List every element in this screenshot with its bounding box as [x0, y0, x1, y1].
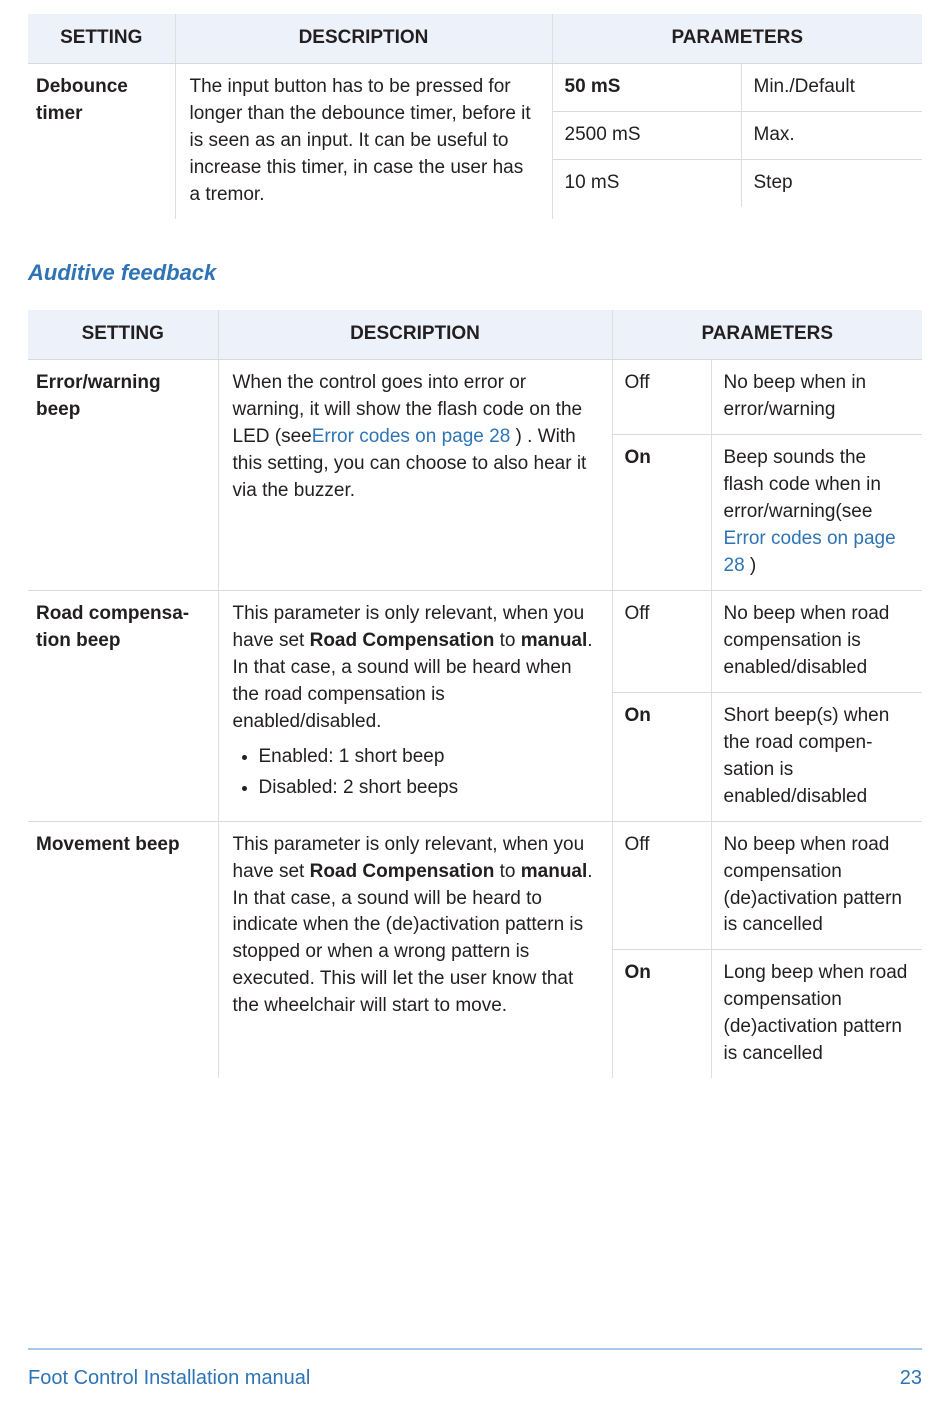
parameter-value: On — [624, 962, 651, 984]
table1-header-setting: SETTING — [28, 14, 175, 63]
description-bold-segment: manual — [520, 629, 588, 651]
label-segment: Beep sounds the flash code when in error/warning(see — [723, 446, 881, 522]
setting-description — [218, 821, 612, 1078]
parameter-label: No beep when road compensation (de)activation pattern is cancelled — [711, 822, 923, 950]
parameter-value: Off — [624, 602, 650, 624]
table-row — [28, 63, 922, 218]
parameter-row — [553, 159, 923, 207]
setting-name: Debounce timer — [36, 75, 128, 124]
label-segment: ) — [744, 554, 757, 576]
setting-name: Movement beep — [28, 821, 218, 1078]
parameter-value: 50 mS — [564, 75, 621, 97]
description-segment: When the control goes into error or warning, it will show the flash code on the LED (see — [232, 372, 583, 447]
parameter-value: On — [624, 446, 651, 468]
parameter-label: Long beep when road compensation (de)activation pattern is cancelled — [711, 950, 923, 1078]
parameter-label: No beep when in error/warning — [711, 360, 923, 434]
bullet-item: • Disabled: 2 short beeps — [259, 775, 598, 802]
parameter-label: Min./Default — [741, 64, 923, 111]
setting-name: Road compensation beep — [28, 590, 218, 821]
parameter-row — [613, 692, 923, 821]
parameter-row — [613, 822, 923, 950]
auditive-feedback-table — [28, 310, 922, 1078]
table1-header-description: DESCRIPTION — [175, 14, 552, 63]
bullet-item: • Enabled: 1 short beep — [259, 744, 598, 771]
parameter-label: No beep when road compensation is enabled/disabled — [711, 591, 923, 692]
description-segment: This parameter is only relevant, when you have set — [232, 602, 585, 651]
description-text: The input button has to be pressed for longer than the debounce timer, before it is seen as an input. It can be useful to increase this timer, in case the user has a tremor. — [189, 75, 531, 205]
parameter-row — [613, 434, 923, 590]
table-row — [28, 360, 922, 591]
table-row — [28, 590, 922, 821]
parameter-row — [613, 591, 923, 692]
description-text — [233, 370, 598, 505]
description-bullet-list — [233, 744, 598, 802]
parameter-row — [613, 949, 923, 1078]
parameters-cell — [612, 360, 922, 591]
table1-header-parameters: PARAMETERS — [552, 14, 922, 63]
parameters-cell — [612, 590, 922, 821]
error-codes-link[interactable]: Error codes on page 28 — [311, 425, 511, 447]
table-row — [28, 821, 922, 1078]
description-segment: . In that case, a sound will be heard to indicate when the (de)activation pattern is stopped or when a wrong pattern is executed. This will let the user know that the wheelchair will start to move. — [232, 860, 593, 1017]
description-segment: This parameter is only relevant, when you have set — [232, 833, 585, 882]
table2-header-parameters: PARAMETERS — [612, 310, 922, 359]
description-segment: to — [494, 629, 521, 651]
parameter-row — [553, 111, 923, 159]
table2-header-setting: SETTING — [28, 310, 218, 359]
table2-header-row — [28, 310, 922, 359]
footer — [28, 1348, 922, 1392]
parameter-value: Off — [624, 372, 650, 394]
debounce-settings-table — [28, 14, 922, 219]
parameter-label: Short beep(s) when the road compensation is enabled/disabled — [711, 693, 923, 821]
setting-name: Error/warning beep — [36, 372, 161, 420]
page-number: 23 — [899, 1367, 922, 1389]
error-codes-link[interactable]: Error codes on page 28 — [723, 527, 896, 576]
description-bold-segment: manual — [520, 860, 588, 882]
parameter-value: Off — [624, 833, 650, 855]
description-bold-segment: Road Compensation — [309, 629, 495, 651]
parameter-label: Step — [741, 160, 923, 207]
parameter-value: 10 mS — [564, 171, 620, 193]
description-text — [233, 601, 598, 736]
table1-header-row — [28, 14, 922, 63]
section-heading: Auditive feedback — [28, 259, 217, 285]
description-bold-segment: Road Compensation — [309, 860, 495, 882]
parameter-label — [711, 435, 923, 590]
description-segment: . In that case, a sound will be heard when the road compensation is enabled/disabled. — [232, 629, 593, 732]
setting-description — [175, 63, 552, 218]
parameter-row — [613, 360, 923, 434]
parameters-cell — [552, 63, 922, 218]
description-text — [233, 832, 598, 1021]
parameter-row — [553, 64, 923, 111]
parameter-value: On — [624, 704, 651, 726]
parameters-cell — [612, 821, 922, 1078]
parameter-label: Max. — [741, 112, 923, 159]
setting-description — [218, 590, 612, 821]
setting-description — [218, 360, 612, 591]
parameter-value: 2500 mS — [564, 123, 641, 145]
table2-header-description: DESCRIPTION — [218, 310, 612, 359]
footer-document-title: Foot Control Installation manual — [28, 1367, 311, 1389]
description-segment: ) . With this setting, you can choose to also hear it via the buzzer. — [232, 425, 587, 501]
description-segment: to — [494, 860, 521, 882]
